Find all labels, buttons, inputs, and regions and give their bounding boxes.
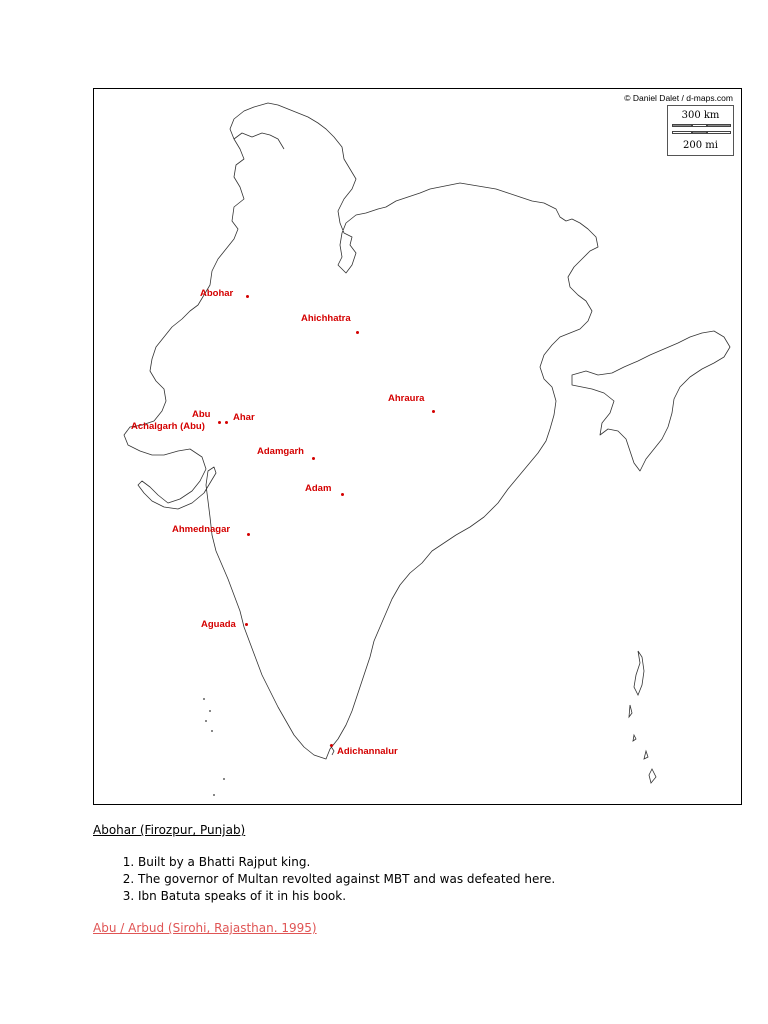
place-dot-adichannalur — [330, 744, 333, 747]
list-item: 2. The governor of Multan revolted against MBT and was defeated here. — [138, 871, 698, 888]
place-label-ahraura: Ahraura — [388, 393, 425, 404]
place-dot-abu — [218, 421, 221, 424]
india-outline-map — [94, 89, 741, 804]
place-label-adichannalur: Adichannalur — [337, 746, 398, 757]
map-frame — [93, 88, 742, 805]
place-dot-adam — [341, 493, 344, 496]
place-label-aguada: Aguada — [201, 619, 236, 630]
place-dot-adamgarh — [312, 457, 315, 460]
place-label-achalgarh: Achalgarh (Abu) — [131, 421, 205, 432]
facts-list — [110, 854, 698, 905]
scale-mi-label: 200 mi — [683, 140, 718, 151]
place-dot-ahraura — [432, 410, 435, 413]
andaman-islands — [629, 651, 656, 783]
northeast-outline — [572, 331, 730, 471]
scale-segment — [672, 124, 692, 127]
scale-segment — [692, 124, 707, 127]
place-label-ahmednagar: Ahmednagar — [172, 524, 231, 535]
scale-km-label: 300 km — [681, 110, 720, 121]
place-label-abu: Abu — [192, 409, 211, 420]
place-dot-ahar — [225, 421, 228, 424]
place-label-abohar: Abohar — [200, 288, 234, 299]
place-label-adamgarh: Adamgarh — [257, 446, 304, 457]
scale-segment — [672, 131, 692, 134]
place-label-adam: Adam — [305, 483, 332, 494]
scale-segment — [707, 124, 731, 127]
scale-segment — [692, 131, 707, 134]
place-dot-ahmednagar — [247, 533, 250, 536]
section-heading-abu[interactable]: Abu / Arbud (Sirohi, Rajasthan. 1995) — [93, 921, 317, 935]
map-credit: © Daniel Dalet / d-maps.com — [624, 93, 733, 103]
place-dot-ahichhatra — [356, 331, 359, 334]
place-dot-abohar — [246, 295, 249, 298]
scale-bar — [667, 105, 734, 156]
list-item: 1. Built by a Bhatti Rajput king. — [138, 854, 698, 871]
lakshadweep-islands — [203, 698, 225, 796]
place-label-ahar: Ahar — [233, 412, 255, 423]
scale-segment — [707, 131, 731, 134]
section-heading-abohar[interactable]: Abohar (Firozpur, Punjab) — [93, 823, 246, 837]
place-label-ahichhatra: Ahichhatra — [301, 313, 351, 324]
place-dot-aguada — [245, 623, 248, 626]
list-item: 3. Ibn Batuta speaks of it in his book. — [138, 888, 698, 905]
